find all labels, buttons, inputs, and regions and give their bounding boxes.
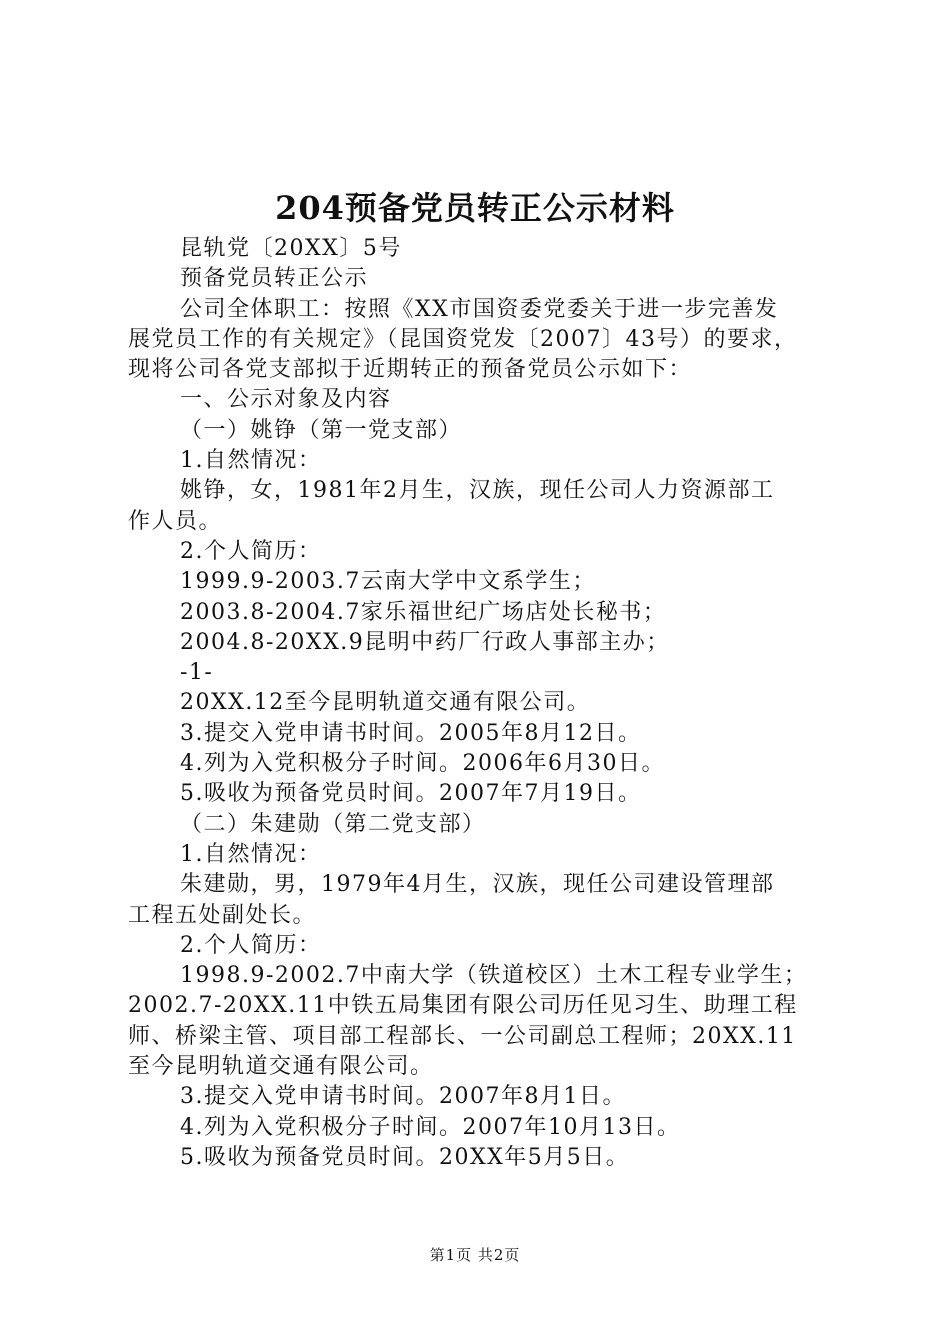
- text-line: 1.自然情况：: [180, 841, 322, 867]
- text-line: 3.提交入党申请书时间。2005年8月12日。: [180, 720, 642, 746]
- text-line: 2.个人简历：: [180, 932, 322, 958]
- text-line: 2002.7-20XX.11中铁五局集团有限公司历任见习生、助理工程: [128, 993, 798, 1019]
- text-line: 1.自然情况：: [180, 448, 322, 474]
- text-line: 作人员。: [128, 508, 223, 534]
- text-line: 现将公司各党支部拟于近期转正的预备党员公示如下：: [128, 357, 693, 383]
- text-line: 5.吸收为预备党员时间。2007年7月19日。: [180, 781, 642, 807]
- text-line: 5.吸收为预备党员时间。20XX年5月5日。: [180, 1144, 630, 1170]
- page-footer: 第1页 共2页: [429, 1246, 521, 1264]
- text-line: 2004.8-20XX.9昆明中药厂行政人事部主办；: [180, 629, 670, 655]
- text-line: 工程五处副处长。: [128, 902, 317, 928]
- text-line: 3.提交入党申请书时间。2007年8月1日。: [180, 1084, 626, 1110]
- text-line: 朱建勋，男，1979年4月生，汉族，现任公司建设管理部: [180, 872, 775, 898]
- text-line: -1-: [180, 660, 214, 686]
- text-line: 姚铮，女，1981年2月生，汉族，现任公司人力资源部工: [180, 478, 775, 504]
- text-line: 4.列为入党积极分子时间。2007年10月13日。: [180, 1114, 681, 1140]
- text-line: 预备党员转正公示: [180, 266, 369, 292]
- text-line: （一）姚铮（第一党支部）: [180, 417, 463, 443]
- text-line: 昆轨党〔20XX〕5号: [180, 236, 402, 261]
- text-line: （二）朱建勋（第二党支部）: [180, 811, 486, 837]
- text-line: 2003.8-2004.7家乐福世纪广场店处长秘书；: [180, 599, 667, 625]
- text-line: 2.个人简历：: [180, 538, 322, 564]
- text-line: 4.列为入党积极分子时间。2006年6月30日。: [180, 751, 665, 777]
- document-body: [128, 234, 840, 1173]
- text-line: 师、桥梁主管、项目部工程部长、一公司副总工程师；20XX.11: [128, 1023, 797, 1049]
- text-line: 一、公示对象及内容: [180, 387, 392, 413]
- text-line: 公司全体职工：按照《XX市国资委党委关于进一步完善发: [180, 296, 779, 322]
- text-line: 1999.9-2003.7云南大学中文系学生；: [180, 569, 596, 595]
- text-line: 展党员工作的有关规定》（昆国资党发〔2007〕43号）的要求，: [128, 326, 798, 352]
- text-line: 1998.9-2002.7中南大学（铁道校区）土木工程专业学生；: [180, 963, 808, 989]
- text-line: 至今昆明轨道交通有限公司。: [128, 1054, 434, 1080]
- text-line: 20XX.12至今昆明轨道交通有限公司。: [180, 690, 591, 716]
- document-title: 204预备党员转正公示材料: [275, 189, 675, 227]
